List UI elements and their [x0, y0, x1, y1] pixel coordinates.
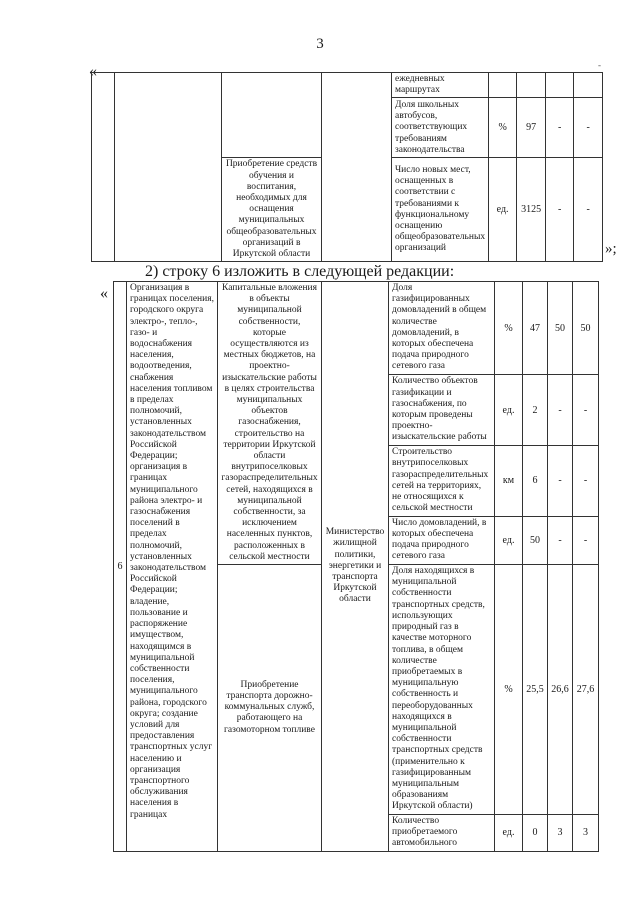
table-row [92, 73, 603, 98]
measure-cell: Капитальные вложения в объекты муниципальной собственности, которые осуществляются из местных бюджетов, на проектно-изыскательские работы в целях строительства муниципальных объектов газоснабжения, строительство на территории Иркутской области внутрипоселковых газораспределительных сетей, находящихся в муниципальной собственности, за исключением населенных пунктов, расположенных в сельской местности [218, 282, 322, 565]
table-row [114, 282, 599, 375]
value-cell: 3125 [517, 158, 546, 262]
row-number-cell: 6 [114, 282, 127, 852]
opening-quote: « [89, 63, 97, 80]
value-cell: 6 [523, 446, 548, 517]
authority-cell: Организация в границах поселения, городского округа электро-, тепло-, газо- и водоснабжения населения, водоотведения, снабжения населения топливом в пределах полномочий, установленных законодательством Российской Федерации; организация в границах муниципального района электро- и газоснабжения поселений в пределах полномочий, установленных законодательством Российской Федерации; владение, пользование и распоряжение имуществом, находящимся в муниципальной собственности поселения, муниципального района, городского округа; создание условий для предоставления транспортных услуг населению и организация транспортного обслуживания населения в границах [127, 282, 218, 852]
indicators-table-continuation [91, 72, 603, 262]
row-6-table [113, 281, 599, 852]
executor-cell: Министерство жилищной политики, энергетики и транспорта Иркутской области [322, 282, 389, 852]
value-cell [546, 73, 574, 98]
unit-cell: % [495, 282, 523, 375]
indicator-cell: ежедневных маршрутах [392, 73, 489, 98]
page-number: 3 [316, 36, 324, 52]
value-cell: - [548, 516, 573, 564]
unit-cell: км [495, 446, 523, 517]
section-heading: 2) строку 6 изложить в следующей редакции: [145, 263, 455, 280]
corner-mark: - [598, 60, 601, 70]
value-cell: 50 [573, 282, 599, 375]
value-cell: 2 [523, 375, 548, 446]
value-cell: - [546, 98, 574, 158]
value-cell: 97 [517, 98, 546, 158]
indicator-cell: Доля находящихся в муниципальной собственности транспортных средств, использующих природный газ в качестве моторного топлива, в общем количестве приобретаемых в муниципальную собственность и переоборудованных находящихся в муниципальной собственности транспортных средств (применительно к газифицированным муниципальным образованиям Иркутской области) [389, 565, 495, 815]
value-cell [517, 73, 546, 98]
value-cell: 47 [523, 282, 548, 375]
executor-cell [322, 73, 392, 262]
unit-cell: ед. [495, 815, 523, 852]
unit-cell: ед. [495, 516, 523, 564]
unit-cell [489, 73, 517, 98]
value-cell: - [546, 158, 574, 262]
value-cell [574, 73, 603, 98]
value-cell: 50 [523, 516, 548, 564]
value-cell: 3 [548, 815, 573, 852]
indicator-cell: Доля газифицированных домовладений в общем количестве домовладений, в которых обеспечена подача природного сетевого газа [389, 282, 495, 375]
indicator-cell: Число новых мест, оснащенных в соответствии с требованиями к функциональному оснащению общеобразовательных организаций [392, 158, 489, 262]
value-cell: 26,6 [548, 565, 573, 815]
value-cell: 0 [523, 815, 548, 852]
measure-cell: Приобретение средств обучения и воспитания, необходимых для оснащения муниципальных общеобразовательных организаций в Иркутской области [222, 158, 322, 262]
indicator-cell: Доля школьных автобусов, соответствующих требованиям законодательства [392, 98, 489, 158]
opening-quote: « [100, 285, 108, 302]
indicator-cell: Количество приобретаемого автомобильного [389, 815, 495, 852]
value-cell: - [573, 446, 599, 517]
value-cell: - [574, 98, 603, 158]
measure-cell: Приобретение транспорта дорожно-коммунальных служб, работающего на газомоторном топливе [218, 565, 322, 852]
value-cell: 50 [548, 282, 573, 375]
value-cell: - [574, 158, 603, 262]
indicator-cell: Строительство внутрипоселковых газораспределительных сетей на территориях, не относящихся к сельской местности [389, 446, 495, 517]
indicator-cell: Число домовладений, в которых обеспечена подача природного сетевого газа [389, 516, 495, 564]
value-cell: - [573, 375, 599, 446]
row-number-cell [92, 73, 115, 262]
unit-cell: ед. [495, 375, 523, 446]
value-cell: - [548, 446, 573, 517]
indicator-cell: Количество объектов газификации и газоснабжения, по которым проведены проектно-изыскательские работы [389, 375, 495, 446]
value-cell: 3 [573, 815, 599, 852]
value-cell: 27,6 [573, 565, 599, 815]
unit-cell: ед. [489, 158, 517, 262]
unit-cell: % [495, 565, 523, 815]
value-cell: - [573, 516, 599, 564]
unit-cell: % [489, 98, 517, 158]
measure-cell [222, 73, 322, 158]
value-cell: - [548, 375, 573, 446]
closing-quote: »; [605, 241, 617, 257]
authority-cell [115, 73, 222, 262]
value-cell: 25,5 [523, 565, 548, 815]
